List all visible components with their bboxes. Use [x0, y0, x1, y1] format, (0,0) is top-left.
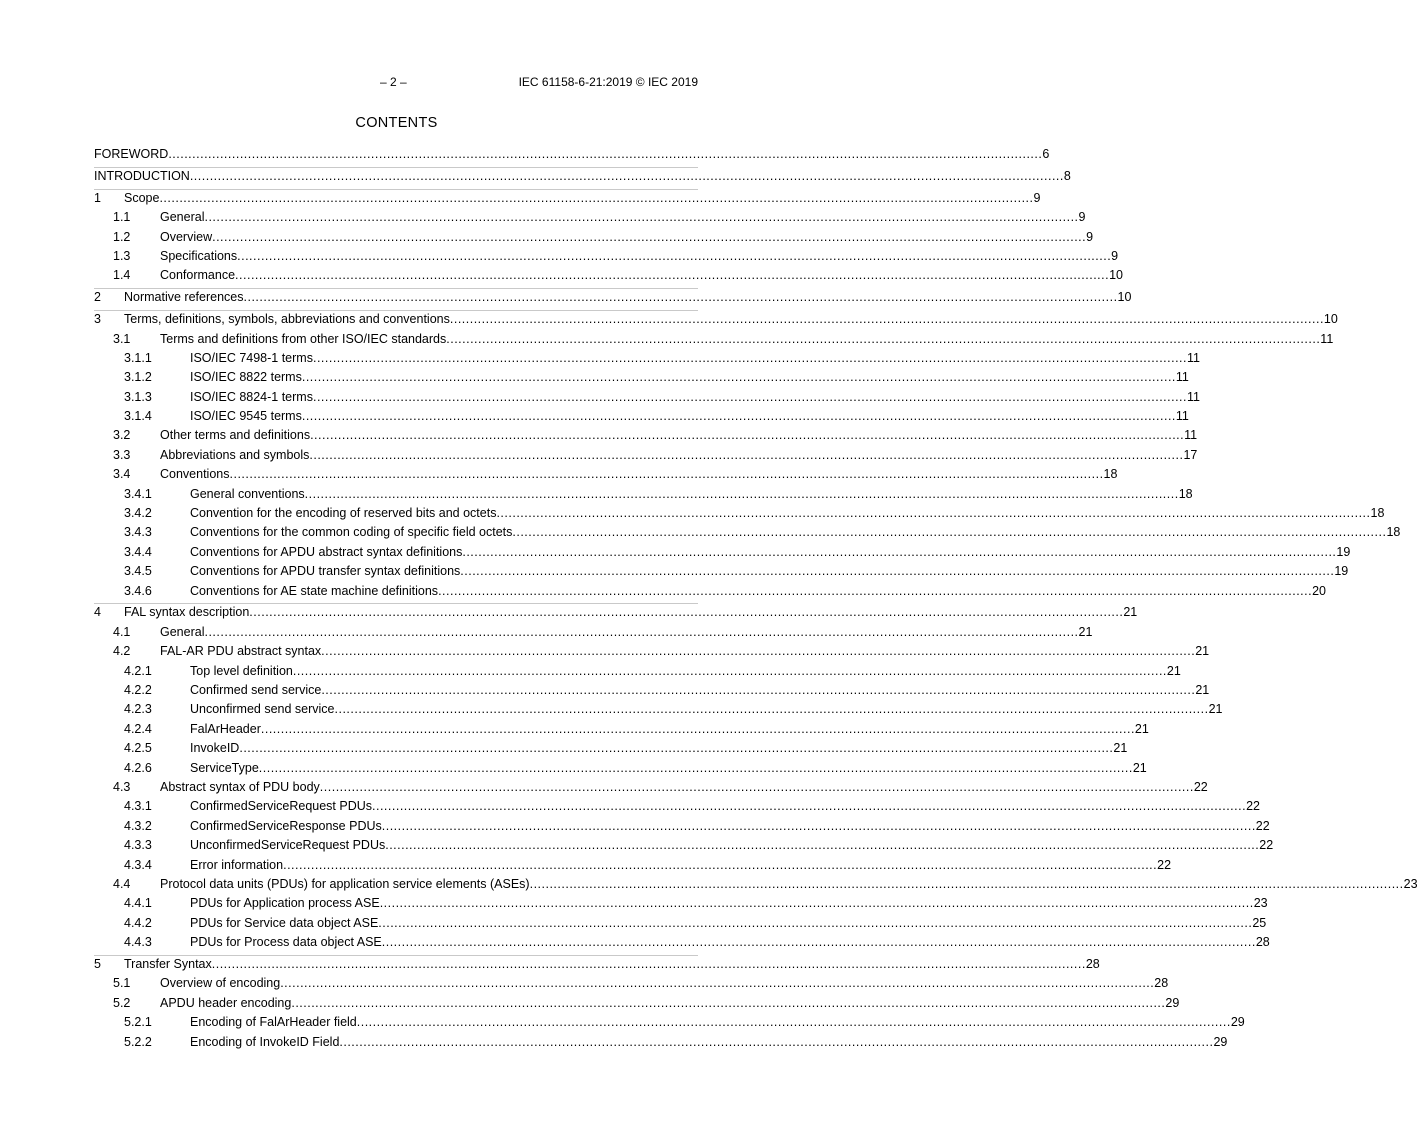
toc-entry-page: 22: [1157, 856, 1171, 875]
toc-entry-number: 5: [94, 957, 101, 972]
toc-entry-title: Overview of encoding: [160, 974, 280, 993]
toc-entry-number: 3.4.1: [124, 486, 152, 501]
toc-leader-dots: ............................................................................................................................................................................................................................: [385, 838, 1260, 853]
toc-entry-title: ISO/IEC 8822 terms: [190, 368, 302, 387]
toc-entry[interactable]: [94, 817, 1270, 836]
toc-entry-page: 28: [1086, 955, 1100, 974]
toc-entry-page: 21: [1079, 623, 1093, 642]
toc-entry-number: 5.1: [113, 976, 131, 991]
toc-leader-dots: ............................................................................................................................................................................................................................: [334, 702, 1209, 717]
toc-entry[interactable]: [94, 504, 1385, 523]
toc-leader-dots: ............................................................................................................................................................................................................................: [529, 876, 1404, 891]
toc-entry-title: Confirmed send service: [190, 681, 321, 700]
toc-entry-number: 4.2.3: [124, 702, 152, 717]
toc-entry[interactable]: [94, 759, 1147, 778]
toc-entry-number: 3.1.3: [124, 389, 152, 404]
toc-entry[interactable]: [94, 778, 1208, 797]
toc-entry-title: Transfer Syntax: [124, 955, 212, 974]
toc-entry-number: 4.1: [113, 624, 131, 639]
chapter-rule: [94, 189, 698, 190]
toc-entry[interactable]: [94, 543, 1351, 562]
toc-entry-number: 4: [94, 605, 101, 620]
toc-leader-dots: ............................................................................................................................................................................................................................: [237, 248, 1112, 263]
toc-leader-dots: ............................................................................................................................................................................................................................: [283, 857, 1158, 872]
toc-entry[interactable]: [94, 739, 1128, 758]
toc-entry-page: 22: [1256, 817, 1270, 836]
toc-entry[interactable]: [94, 1013, 1245, 1032]
toc-entry-number: 3.3: [113, 447, 131, 462]
toc-entry-page: 21: [1195, 642, 1209, 661]
toc-leader-dots: ............................................................................................................................................................................................................................: [239, 741, 1114, 756]
toc-entry-page: 9: [1086, 228, 1093, 247]
toc-entry-number: 3.4.4: [124, 544, 152, 559]
toc-leader-dots: ............................................................................................................................................................................................................................: [339, 1034, 1214, 1049]
toc-entry-title: InvokeID: [190, 739, 239, 758]
toc-entry-title: Conventions: [160, 465, 230, 484]
toc-leader-dots: ............................................................................................................................................................................................................................: [372, 799, 1247, 814]
toc-entry-number: 3.4.5: [124, 564, 152, 579]
toc-entry[interactable]: [94, 974, 1169, 993]
toc-entry-number: 4.2.2: [124, 683, 152, 698]
toc-entry-number: 4.4.1: [124, 896, 152, 911]
toc-entry[interactable]: [94, 310, 1338, 329]
toc-entry-number: 4.3: [113, 780, 131, 794]
toc-entry-number: 3.1.4: [124, 409, 152, 424]
toc-entry-title: PDUs for Application process ASE: [190, 894, 380, 913]
toc-leader-dots: ............................................................................................................................................................................................................................: [319, 780, 1194, 794]
toc-entry[interactable]: [94, 1033, 1228, 1052]
toc-entry[interactable]: [94, 582, 1327, 601]
toc-entry-page: 22: [1246, 797, 1260, 816]
toc-entry-number: 4.2.1: [124, 663, 152, 678]
toc-leader-dots: ............................................................................................................................................................................................................................: [301, 409, 1176, 424]
toc-entry[interactable]: [94, 266, 1123, 285]
toc-entry-title: INTRODUCTION: [94, 167, 190, 186]
toc-entry-number: 3.4.3: [124, 525, 152, 540]
toc-entry-number: 1: [94, 190, 101, 205]
toc-leader-dots: ............................................................................................................................................................................................................................: [235, 268, 1110, 283]
toc-entry-page: 11: [1320, 330, 1333, 349]
toc-entry-title: Overview: [160, 228, 212, 247]
toc-leader-dots: ............................................................................................................................................................................................................................: [229, 467, 1104, 482]
toc-entry-title: General: [160, 208, 204, 227]
toc-entry-title: Protocol data units (PDUs) for application service elements (ASEs): [160, 875, 530, 894]
toc-entry[interactable]: [94, 642, 1210, 661]
toc-entry[interactable]: [94, 388, 1200, 407]
toc-entry-number: 3.1.2: [124, 370, 152, 385]
toc-entry[interactable]: [94, 933, 1270, 952]
toc-leader-dots: ............................................................................................................................................................................................................................: [378, 915, 1253, 930]
toc-entry-number: 5.2.1: [124, 1015, 152, 1030]
toc-entry-number: 3.1.1: [124, 350, 152, 365]
toc-leader-dots: ............................................................................................................................................................................................................................: [449, 312, 1324, 327]
toc-leader-dots: ............................................................................................................................................................................................................................: [512, 525, 1387, 540]
chapter-rule: [94, 167, 698, 168]
toc-leader-dots: ............................................................................................................................................................................................................................: [301, 370, 1176, 385]
toc-entry-page: 10: [1118, 288, 1132, 307]
toc-entry-title: ConfirmedServiceResponse PDUs: [190, 817, 382, 836]
toc-entry-title: Error information: [190, 856, 283, 875]
toc-leader-dots: ............................................................................................................................................................................................................................: [211, 957, 1086, 972]
toc-entry-number: 4.2: [113, 644, 131, 659]
toc-entry-number: 5.2.2: [124, 1034, 152, 1049]
toc-entry-title: APDU header encoding: [160, 994, 291, 1013]
toc-entry[interactable]: [94, 894, 1268, 913]
toc-entry[interactable]: [94, 836, 1274, 855]
toc-entry-page: 9: [1034, 189, 1041, 208]
toc-leader-dots: ............................................................................................................................................................................................................................: [204, 624, 1079, 639]
toc-entry-number: 4.4.3: [124, 935, 152, 950]
toc-entry[interactable]: [94, 856, 1172, 875]
toc-entry[interactable]: [94, 446, 1198, 465]
toc-entry-page: 11: [1187, 349, 1200, 368]
toc-entry-page: 18: [1104, 465, 1118, 484]
toc-entry-title: Convention for the encoding of reserved bits and octets: [190, 504, 496, 523]
toc-entry[interactable]: [94, 797, 1260, 816]
toc-entry[interactable]: [94, 288, 1132, 307]
chapter-rule: [94, 288, 698, 289]
toc-leader-dots: ............................................................................................................................................................................................................................: [309, 447, 1184, 462]
toc-leader-dots: ............................................................................................................................................................................................................................: [321, 644, 1196, 659]
toc-leader-dots: ............................................................................................................................................................................................................................: [446, 331, 1321, 346]
toc-entry-page: 6: [1042, 145, 1049, 164]
toc-entry-number: 4.3.2: [124, 818, 152, 833]
toc-entry-title: Conventions for the common coding of specific field octets: [190, 523, 512, 542]
toc-entry-title: Other terms and definitions: [160, 426, 310, 445]
toc-entry-page: 18: [1179, 485, 1193, 504]
toc-entry-page: 11: [1187, 388, 1200, 407]
toc-leader-dots: ............................................................................................................................................................................................................................: [496, 506, 1371, 521]
toc-leader-dots: ............................................................................................................................................................................................................................: [356, 1015, 1231, 1030]
toc-entry-title: ConfirmedServiceRequest PDUs: [190, 797, 372, 816]
toc-entry[interactable]: [94, 603, 1138, 622]
toc-entry-title: PDUs for Service data object ASE: [190, 914, 378, 933]
toc-entry-page: 21: [1135, 720, 1149, 739]
toc-entry-number: 4.4: [113, 876, 131, 891]
toc-entry[interactable]: [94, 623, 1093, 642]
toc-entry[interactable]: [94, 914, 1267, 933]
toc-entry-page: 29: [1165, 994, 1179, 1013]
toc-entry-page: 11: [1184, 426, 1197, 445]
toc-entry[interactable]: [94, 228, 1094, 247]
toc-entry-title: Encoding of InvokeID Field: [190, 1033, 339, 1052]
toc-leader-dots: ............................................................................................................................................................................................................................: [381, 818, 1256, 833]
toc-entry-page: 23: [1404, 875, 1418, 894]
toc-leader-dots: ............................................................................................................................................................................................................................: [189, 168, 1064, 183]
toc-entry-page: 29: [1231, 1013, 1245, 1032]
toc-entry-page: 10: [1324, 310, 1338, 329]
toc-entry[interactable]: [94, 426, 1198, 445]
toc-entry[interactable]: [94, 167, 1071, 186]
toc-entry-page: 17: [1183, 446, 1197, 465]
toc-leader-dots: ............................................................................................................................................................................................................................: [258, 760, 1133, 775]
toc-entry[interactable]: [94, 662, 1181, 681]
toc-entry-title: ISO/IEC 8824-1 terms: [190, 388, 313, 407]
toc-leader-dots: ............................................................................................................................................................................................................................: [312, 350, 1188, 365]
toc-entry[interactable]: [94, 700, 1223, 719]
toc-entry-page: 25: [1252, 914, 1266, 933]
toc-entry-title: UnconfirmedServiceRequest PDUs: [190, 836, 385, 855]
toc-leader-dots: ............................................................................................................................................................................................................................: [321, 683, 1196, 698]
toc-leader-dots: ............................................................................................................................................................................................................................: [280, 976, 1155, 991]
toc-entry[interactable]: [94, 368, 1189, 387]
toc-entry-page: 21: [1209, 700, 1223, 719]
toc-entry-number: 4.3.1: [124, 799, 152, 814]
toc-entry-page: 21: [1195, 681, 1209, 700]
toc-entry-title: PDUs for Process data object ASE: [190, 933, 382, 952]
toc-entry[interactable]: [94, 465, 1118, 484]
toc-entry-number: 4.2.4: [124, 721, 152, 736]
toc-entry-page: 20: [1312, 582, 1326, 601]
toc-entry-title: Scope: [124, 189, 159, 208]
toc-entry[interactable]: [94, 208, 1086, 227]
toc-entry-page: 23: [1254, 894, 1268, 913]
toc-entry-title: Top level definition: [190, 662, 293, 681]
toc-leader-dots: ............................................................................................................................................................................................................................: [243, 290, 1118, 305]
toc-leader-dots: ............................................................................................................................................................................................................................: [304, 486, 1179, 501]
toc-entry-title: FAL syntax description: [124, 603, 249, 622]
toc-entry-title: Conventions for APDU transfer syntax definitions: [190, 562, 460, 581]
toc-entry[interactable]: [94, 247, 1119, 266]
toc-entry-title: General conventions: [190, 485, 305, 504]
toc-entry-page: 22: [1194, 778, 1208, 797]
toc-entry[interactable]: [94, 875, 1418, 894]
toc-entry-page: 9: [1111, 247, 1118, 266]
chapter-rule: [94, 310, 698, 311]
toc-entry[interactable]: [94, 330, 1334, 349]
toc-entry-number: 5.2: [113, 995, 131, 1010]
toc-leader-dots: ............................................................................................................................................................................................................................: [381, 935, 1256, 950]
toc-entry-title: FOREWORD: [94, 145, 168, 164]
toc-entry-page: 21: [1133, 759, 1147, 778]
toc-entry-number: 1.1: [113, 210, 131, 225]
toc-entry[interactable]: [94, 349, 1200, 368]
toc-entry-title: Conformance: [160, 266, 235, 285]
toc-entry-page: 9: [1079, 208, 1086, 227]
toc-entry[interactable]: [94, 189, 1041, 208]
toc-leader-dots: ............................................................................................................................................................................................................................: [249, 605, 1124, 620]
toc-entry[interactable]: [94, 407, 1189, 426]
toc-entry[interactable]: [94, 523, 1401, 542]
toc-leader-dots: ............................................................................................................................................................................................................................: [312, 389, 1188, 404]
contents-title: CONTENTS: [355, 115, 438, 131]
toc-entry-number: 1.2: [113, 229, 131, 244]
toc-entry[interactable]: [94, 955, 1100, 974]
toc-leader-dots: ............................................................................................................................................................................................................................: [260, 721, 1135, 736]
toc-entry-title: Specifications: [160, 247, 237, 266]
toc-entry-page: 21: [1113, 739, 1127, 758]
toc-leader-dots: ............................................................................................................................................................................................................................: [379, 896, 1254, 911]
toc-entry-page: 22: [1259, 836, 1273, 855]
toc-entry-title: Terms and definitions from other ISO/IEC standards: [160, 330, 446, 349]
table-of-contents: [94, 145, 1418, 1052]
toc-entry-title: Abstract syntax of PDU body: [160, 778, 320, 797]
toc-entry-number: 3: [94, 312, 101, 327]
toc-leader-dots: ............................................................................................................................................................................................................................: [204, 210, 1079, 225]
toc-leader-dots: ............................................................................................................................................................................................................................: [291, 995, 1166, 1010]
toc-entry-page: 18: [1386, 523, 1400, 542]
toc-entry-title: Terms, definitions, symbols, abbreviations and conventions: [124, 310, 450, 329]
toc-leader-dots: ............................................................................................................................................................................................................................: [462, 544, 1337, 559]
toc-entry-page: 19: [1334, 562, 1348, 581]
toc-leader-dots: ............................................................................................................................................................................................................................: [159, 190, 1034, 205]
toc-leader-dots: ............................................................................................................................................................................................................................: [168, 147, 1043, 161]
toc-entry-page: 21: [1167, 662, 1181, 681]
toc-leader-dots: ............................................................................................................................................................................................................................: [438, 583, 1313, 598]
toc-entry-title: ISO/IEC 9545 terms: [190, 407, 302, 426]
toc-entry-number: 3.4.6: [124, 583, 152, 598]
toc-entry-page: 28: [1154, 974, 1168, 993]
toc-entry-number: 3.1: [113, 331, 131, 346]
toc-entry-page: 10: [1109, 266, 1123, 285]
toc-entry-title: Conventions for AE state machine definitions: [190, 582, 438, 601]
toc-entry-number: 3.4.2: [124, 506, 152, 521]
toc-entry-page: 19: [1336, 543, 1350, 562]
toc-entry-title: Normative references: [124, 288, 244, 307]
toc-entry[interactable]: [94, 485, 1193, 504]
toc-leader-dots: ............................................................................................................................................................................................................................: [212, 229, 1087, 244]
toc-entry[interactable]: [94, 720, 1149, 739]
toc-entry-page: 18: [1371, 504, 1385, 523]
toc-entry-number: 1.4: [113, 268, 131, 283]
toc-entry-title: FAL-AR PDU abstract syntax: [160, 642, 321, 661]
toc-entry-title: Conventions for APDU abstract syntax definitions: [190, 543, 462, 562]
toc-entry-number: 1.3: [113, 248, 131, 263]
toc-entry-page: 28: [1256, 933, 1270, 952]
toc-entry-title: General: [160, 623, 204, 642]
toc-entry-title: Encoding of FalArHeader field: [190, 1013, 357, 1032]
toc-entry-page: 11: [1176, 368, 1189, 387]
toc-entry-number: 4.4.2: [124, 915, 152, 930]
toc-entry-number: 4.2.6: [124, 760, 152, 775]
toc-leader-dots: ............................................................................................................................................................................................................................: [292, 663, 1167, 678]
toc-entry[interactable]: [94, 145, 1050, 164]
toc-leader-dots: ............................................................................................................................................................................................................................: [460, 564, 1335, 579]
toc-entry-title: Unconfirmed send service: [190, 700, 335, 719]
toc-entry-page: 8: [1064, 167, 1071, 186]
toc-leader-dots: ............................................................................................................................................................................................................................: [310, 428, 1185, 443]
toc-entry-number: 4.2.5: [124, 741, 152, 756]
toc-entry-number: 4.3.4: [124, 857, 152, 872]
toc-entry[interactable]: [94, 562, 1349, 581]
toc-entry-title: ServiceType: [190, 759, 259, 778]
chapter-rule: [94, 955, 698, 956]
toc-entry-title: Abbreviations and symbols: [160, 446, 309, 465]
toc-entry[interactable]: [94, 681, 1210, 700]
toc-entry-page: 21: [1123, 603, 1137, 622]
toc-entry-number: 4.3.3: [124, 838, 152, 853]
toc-entry-title: ISO/IEC 7498-1 terms: [190, 349, 313, 368]
toc-entry-page: 11: [1176, 407, 1189, 426]
toc-entry-number: 3.2: [113, 428, 131, 443]
toc-entry-title: FalArHeader: [190, 720, 261, 739]
document-code: IEC 61158-6-21:2019 © IEC 2019: [518, 75, 698, 89]
toc-entry[interactable]: [94, 994, 1180, 1013]
chapter-rule: [94, 603, 698, 604]
toc-entry-page: 29: [1213, 1033, 1227, 1052]
toc-entry-number: 2: [94, 290, 101, 305]
page-number: – 2 –: [380, 75, 407, 89]
toc-entry-number: 3.4: [113, 467, 131, 482]
